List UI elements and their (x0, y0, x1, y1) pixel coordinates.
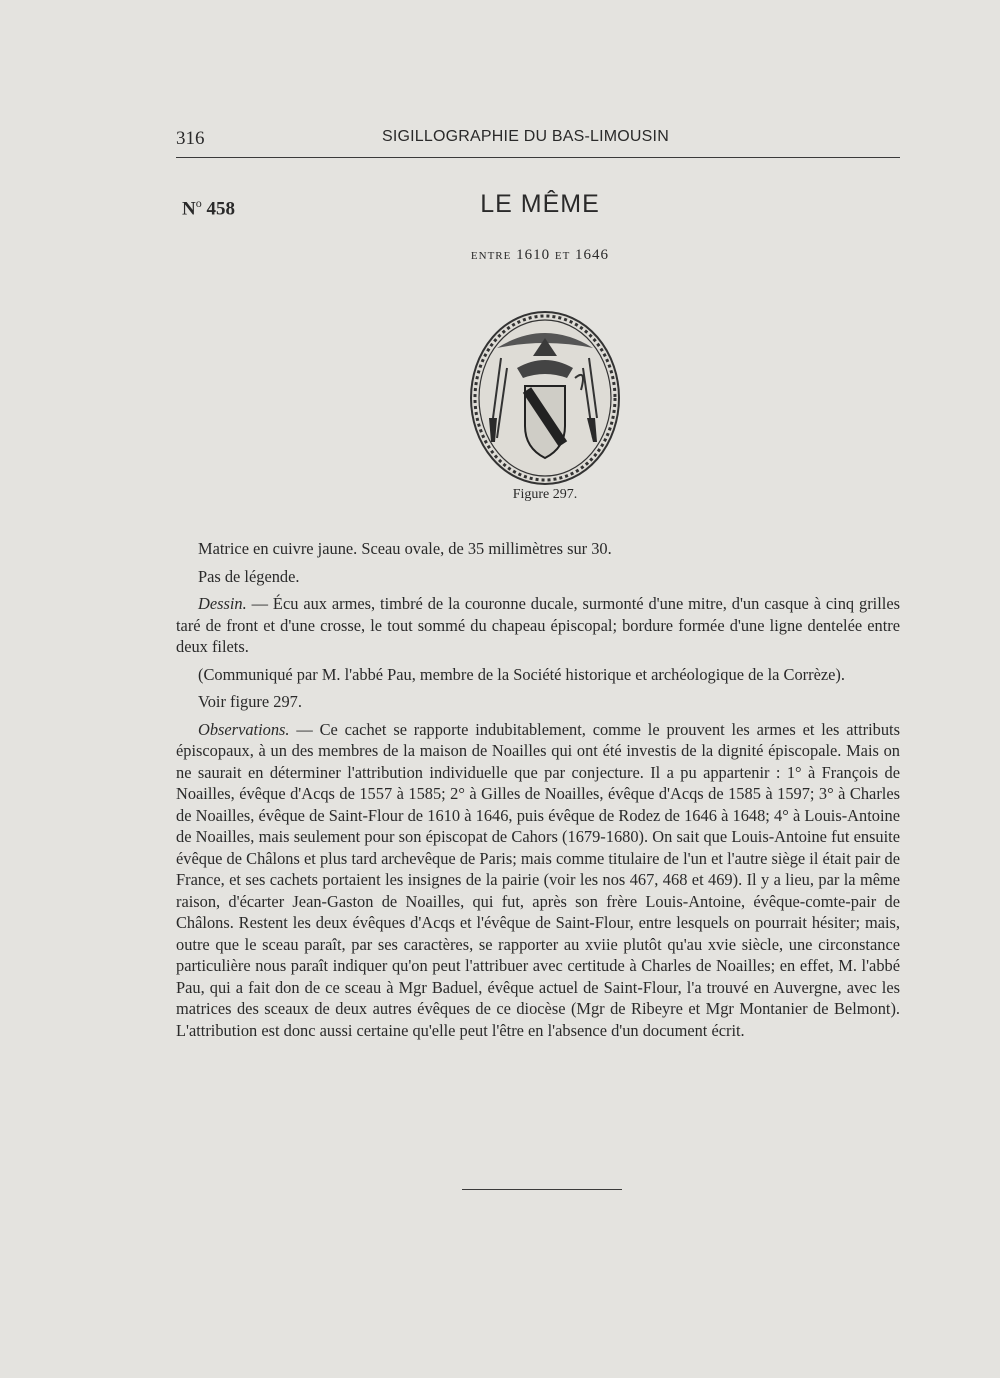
paragraph-design (176, 593, 900, 658)
date-range: entre 1610 et 1646 (470, 247, 610, 263)
paragraph-see-figure: Voir figure 297. (198, 692, 302, 711)
entry-title: LE MÊME (480, 190, 600, 218)
entry-number-sup: o (195, 196, 202, 210)
text-design: — Écu aux armes, timbré de la couronne ducale, surmonté d'une mitre, d'un casque à cinq grilles taré de front et d'une crosse, le tout sommé du chapeau épiscopal; bordure formée d'une ligne dentelée entre deux filets. (176, 594, 900, 656)
label-design: Dessin. (198, 594, 247, 613)
paragraph-communication: (Communiqué par M. l'abbé Pau, membre de la Société historique et archéologique de la Corrèze). (198, 664, 845, 684)
paragraph-observations (176, 719, 900, 1042)
figure-caption: Figure 297. (512, 487, 578, 502)
entry-number-prefix: N (182, 198, 196, 220)
label-observations: Observations. (198, 719, 290, 739)
paragraph-material: Matrice en cuivre jaune. Sceau ovale, de 35 millimètres sur 30. (198, 539, 612, 558)
running-title: SIGILLOGRAPHIE DU BAS-LIMOUSIN (382, 128, 669, 145)
page-number: 316 (176, 128, 205, 149)
paragraph-legend: Pas de légende. (198, 566, 300, 586)
running-head (176, 128, 900, 158)
body-text (176, 538, 900, 1047)
header-rule (176, 157, 900, 158)
seal-illustration (467, 308, 623, 488)
entry-number-value: 458 (206, 198, 235, 220)
entry-number (182, 196, 235, 220)
closing-rule (462, 1189, 622, 1190)
text-observations: — Ce cachet se rapporte indubitablement, comme le prouvent les armes et les attributs épiscopaux, à un des membres de la maison de Noailles qui ont été investis de la dignité épiscopale. Mais on ne saurait en déterminer l'attribution individuelle que par conjecture. Il a pu appartenir : 1° à François de Noailles, évêque d'Acqs de 1557 à 1585; 2° à Gilles de Noailles, évêque d'Acqs de 1585 à 1597; 3° à Charles de Noailles, évêque de Saint-Flour de 1610 à 1646, puis évêque de Rodez de 1646 à 1648; 4° à Louis-Antoine de Noailles, mais seulement pour son épiscopat de Cahors (1679-1680). On sait que Louis-Antoine fut ensuite évêque de Châlons et plus tard archevêque de Paris; mais comme titulaire de l'un et l'autre siège il était pair de France, et ses cachets portaient les insignes de la pairie (voir les nos 467, 468 et 469). Il y a lieu, par la même raison, d'écarter Jean-Gaston de Noailles, qui fut, après son frère Louis-Antoine, évêque-comte-pair de Châlons. Restent les deux évêques d'Acqs et l'évêque de Saint-Flour, entre lesquels on pourrait hésiter; mais, outre que le sceau paraît, par ses caractères, se rapporter au xviie plutôt qu'au xvie siècle, une circonstance particulière nous paraît indiquer qu'on peut l'attribuer avec certitude à Charles de Noailles; en effet, M. l'abbé Pau, qui a fait don de ce sceau à Mgr Baduel, évêque actuel de Saint-Flour, l'a trouvé en Auvergne, avec les matrices des sceaux de deux autres évêques de ce diocèse (Mgr de Ribeyre et Mgr Montanier de Belmont). L'attribution est donc aussi certaine qu'elle peut l'être en l'absence d'un document écrit. (176, 719, 900, 1040)
